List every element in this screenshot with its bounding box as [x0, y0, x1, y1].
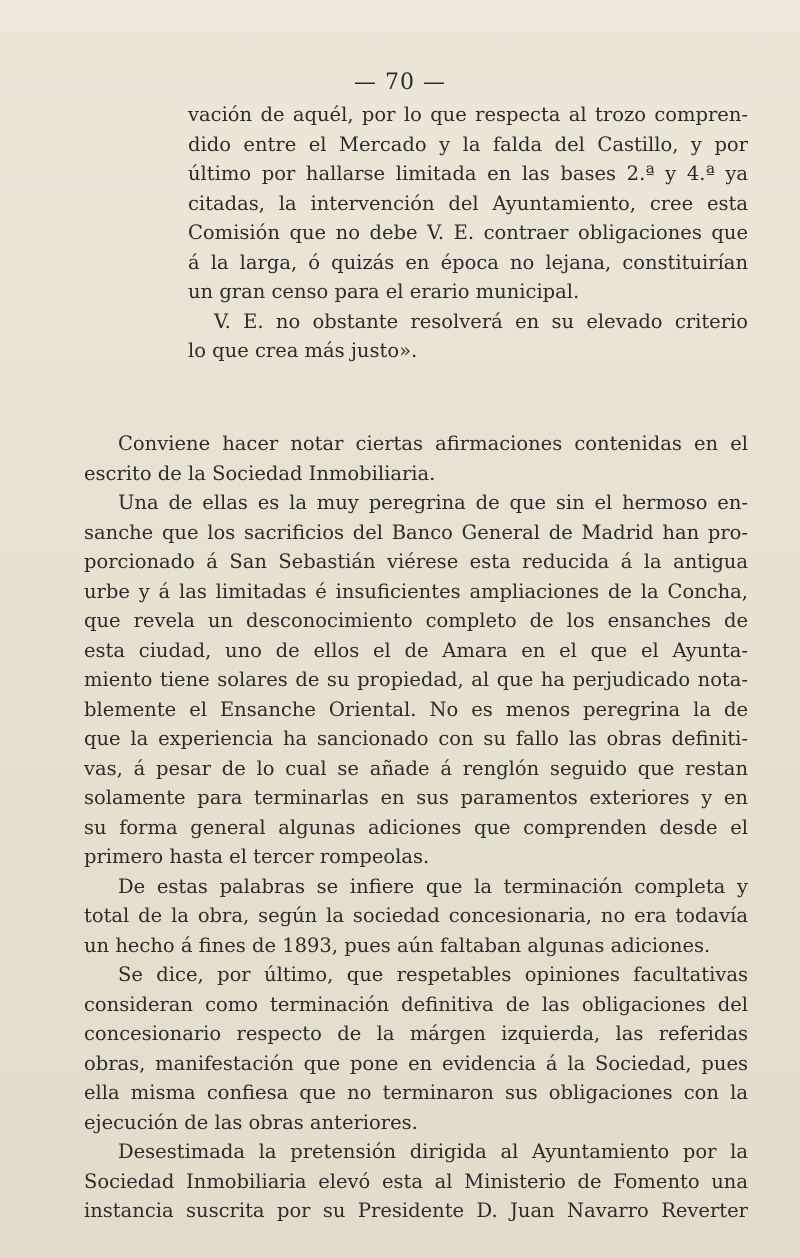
text-line: que revela un desconocimiento completo de los ensanches de [84, 609, 748, 632]
body-text [84, 429, 748, 1226]
text-line: su forma general algunas adiciones que comprenden desde el [84, 815, 748, 839]
page-number: — 70 — [354, 70, 446, 95]
text-line: De estas palabras se infiere que la terminación completa y [118, 874, 748, 898]
body-paragraph [84, 488, 748, 872]
text-line: ejecución de las obras anteriores. [84, 1110, 418, 1134]
text-line: miento tiene solares de su propiedad, al que ha perjudicado nota- [84, 668, 748, 691]
text-line: sanche que los sacrificios del Banco General de Madrid han pro- [84, 520, 748, 544]
text-line: un hecho á fines de 1893, pues aún faltaban algunas adiciones. [84, 933, 711, 957]
text-line: un gran censo para el erario municipal. [188, 280, 580, 303]
text-line: último por hallarse limitada en las bases 2.ª y 4.ª ya [188, 162, 748, 185]
text-line: Conviene hacer notar ciertas afirmaciones contenidas en el [118, 432, 748, 455]
text-line: consideran como terminación definitiva de las obligaciones del [84, 992, 748, 1016]
quote-paragraph [188, 307, 748, 366]
body-paragraph [84, 960, 748, 1137]
body-paragraph [84, 872, 748, 961]
text-line: escrito de la Sociedad Inmobiliaria. [84, 461, 436, 485]
text-line: porcionado á San Sebastián viérese esta reducida á la antigua [84, 550, 748, 573]
text-line: ella misma confiesa que no terminaron sus obligaciones con la [84, 1081, 748, 1104]
text-line: dido entre el Mercado y la falda del Castillo, y por [188, 132, 748, 156]
quote-paragraph [188, 100, 748, 307]
text-line: lo que crea más justo». [188, 339, 418, 362]
text-line: Sociedad Inmobiliaria elevó esta al Ministerio de Fomento una [84, 1169, 748, 1193]
text-line: Se dice, por último, que respetables opiniones facultativas [118, 963, 748, 986]
text-line: obras, manifestación que pone en evidencia á la Sociedad, pues [84, 1051, 748, 1075]
text-line: primero hasta el tercer rompeolas. [84, 845, 430, 868]
text-line: vación de aquél, por lo que respecta al trozo compren- [188, 103, 748, 126]
quoted-report-text [188, 100, 748, 366]
text-line: esta ciudad, uno de ellos el de Amara en el que el Ayunta- [84, 638, 748, 662]
text-line: Comisión que no debe V. E. contraer obligaciones que [188, 221, 748, 244]
text-line: blemente el Ensanche Oriental. No es menos peregrina la de [84, 697, 748, 721]
body-paragraph [84, 1137, 748, 1226]
text-line: citadas, la intervención del Ayuntamiento, cree esta [188, 191, 748, 215]
text-line: total de la obra, según la sociedad concesionaria, no era todavía [84, 904, 748, 927]
text-line: instancia suscrita por su Presidente D. Juan Navarro Reverter [84, 1199, 748, 1222]
text-line: vas, á pesar de lo cual se añade á renglón seguido que restan [84, 756, 748, 780]
text-line: V. E. no obstante resolverá en su elevado criterio [214, 309, 748, 333]
body-paragraph [84, 429, 748, 488]
text-line: que la experiencia ha sancionado con su fallo las obras definiti- [84, 727, 748, 750]
text-line: solamente para terminarlas en sus paramentos exteriores y en [84, 786, 748, 809]
text-line: concesionario respecto de la márgen izquierda, las referidas [84, 1022, 748, 1045]
text-line: á la larga, ó quizás en época no lejana, constituirían [188, 250, 748, 274]
text-line: Desestimada la pretensión dirigida al Ayuntamiento por la [118, 1140, 748, 1163]
text-line: Una de ellas es la muy peregrina de que sin el hermoso en- [118, 491, 748, 514]
text-line: urbe y á las limitadas é insuficientes ampliaciones de la Concha, [84, 579, 748, 603]
